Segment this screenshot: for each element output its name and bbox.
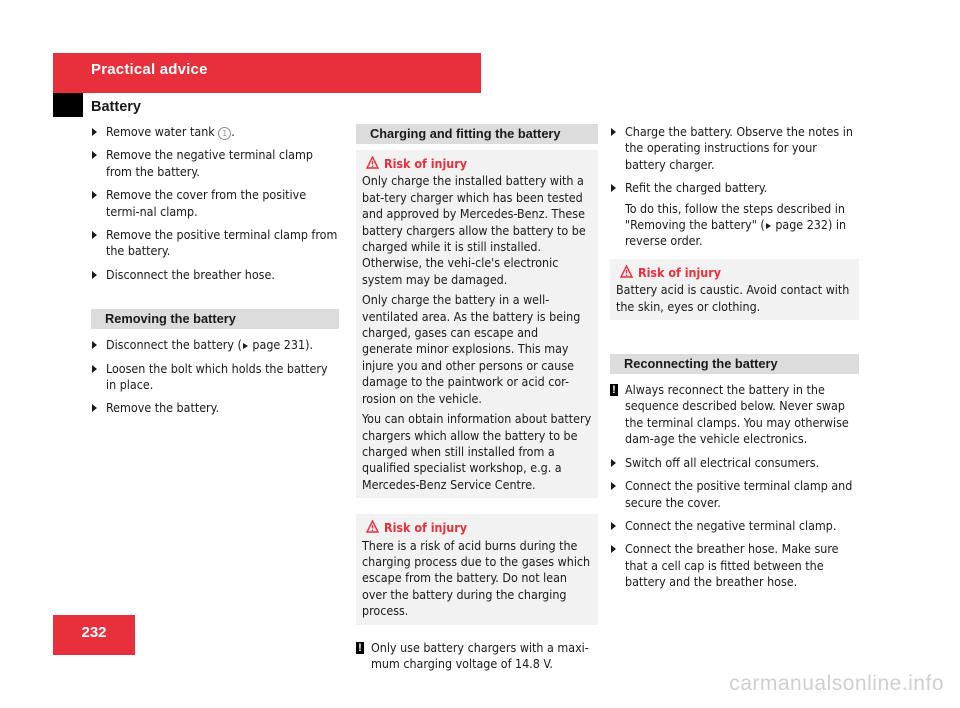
triangle-arrow-icon — [92, 271, 97, 279]
column-left — [91, 124, 339, 424]
exclamation-icon: ! — [356, 642, 364, 654]
triangle-arrow-icon — [92, 231, 97, 239]
step-item: Loosen the bolt which holds the battery in place. — [91, 361, 339, 394]
callout-number-icon: 1 — [218, 127, 231, 140]
step-item: Connect the positive terminal clamp and secure the cover. — [610, 478, 859, 511]
step-item: Connect the breather hose. Make sure that a cell cap is fitted between the battery and the breather hose. — [610, 541, 859, 590]
triangle-arrow-icon — [92, 341, 97, 349]
triangle-arrow-icon — [92, 151, 97, 159]
warning-text: You can obtain information about battery chargers which allow the battery to be charged when still installed from a qualified specialist workshop, e.g. a Mercedes-Benz Service Centre. — [362, 411, 592, 492]
step-item: Connect the negative terminal clamp. — [610, 518, 859, 534]
page-number-box — [53, 615, 135, 655]
triangle-arrow-icon — [92, 128, 97, 136]
triangle-arrow-icon — [92, 404, 97, 412]
triangle-arrow-icon — [611, 545, 616, 553]
step-item: Remove the negative terminal clamp from the battery. — [91, 147, 339, 180]
warning-triangle-icon — [366, 520, 379, 533]
warning-title: Risk of injury — [362, 520, 592, 536]
page-reference-link[interactable]: page 231 — [252, 337, 306, 353]
warning-box — [356, 514, 598, 624]
warning-text: Only charge the battery in a well-ventilated area. As the battery is being charged, gases can escape and generate minor explosions. This may injure you and other persons or cause damage to the paintwork or acid cor-rosion on the vehicle. — [362, 292, 581, 406]
heading-reconnecting-battery: Reconnecting the battery — [610, 354, 859, 374]
warning-box — [356, 150, 598, 498]
triangle-arrow-icon — [611, 482, 616, 490]
caution-note: ! Only use battery chargers with a maxi-mum charging voltage of 14.8 V. — [356, 640, 598, 673]
warning-text: There is a risk of acid burns during the charging process due to the gases which escape from the battery. Do not lean over the battery during the charging process. — [362, 537, 591, 619]
caution-note: ! Always reconnect the battery in the sequence described below. Never swap the terminal clamps. You may otherwise dam-age the vehicle electronics. — [610, 382, 859, 448]
step-item: Disconnect the breather hose. — [91, 267, 339, 283]
triangle-arrow-icon — [611, 128, 616, 136]
triangle-arrow-icon — [611, 522, 616, 530]
column-right — [610, 124, 859, 598]
section-tab-marker — [53, 93, 83, 117]
warning-title: Risk of injury — [362, 156, 592, 172]
step-item: Refit the charged battery. To do this, follow the steps described in "Removing the battery" ( page 232) in reverse order. — [610, 180, 859, 250]
page-reference-icon — [766, 223, 771, 229]
warning-box — [610, 259, 859, 320]
triangle-arrow-icon — [92, 365, 97, 373]
triangle-arrow-icon — [92, 191, 97, 199]
step-item: Charge the battery. Observe the notes in the operating instructions for your battery charger. — [610, 124, 859, 173]
page-reference-link[interactable]: page 232 — [775, 217, 828, 233]
section-title: Battery — [91, 99, 141, 115]
step-item: Remove the cover from the positive termi-nal clamp. — [91, 187, 339, 220]
triangle-arrow-icon — [611, 184, 616, 192]
step-item: Remove the positive terminal clamp from the battery. — [91, 227, 339, 260]
warning-triangle-icon — [620, 265, 633, 278]
step-item: Switch off all electrical consumers. — [610, 455, 859, 471]
step-item: Remove water tank 1 . — [91, 124, 339, 140]
warning-text: Only charge the installed battery with a bat-tery charger which has been tested and approved by Mercedes-Benz. These battery chargers allow the battery to be charged while it is still installed. Otherwise, the vehi-cle's electronic system may be damaged. — [362, 173, 586, 287]
watermark: carmanualsonline.info — [729, 672, 944, 695]
column-middle — [356, 124, 598, 672]
warning-triangle-icon — [366, 156, 379, 169]
heading-removing-battery: Removing the battery — [91, 309, 339, 329]
exclamation-icon: ! — [610, 384, 618, 396]
triangle-arrow-icon — [611, 459, 616, 467]
page-number: 232 — [81, 624, 107, 641]
step-item: Remove the battery. — [91, 400, 339, 416]
step-detail: To do this, follow the steps described in "Removing the battery" ( page 232) in reverse order. — [625, 200, 847, 249]
heading-charging-battery: Charging and fitting the battery — [356, 124, 598, 144]
warning-title: Risk of injury — [616, 265, 853, 281]
step-item: Disconnect the battery ( page 231). — [91, 337, 339, 353]
chapter-title: Practical advice — [91, 61, 208, 78]
warning-text: Battery acid is caustic. Avoid contact with the skin, eyes or clothing. — [616, 282, 850, 314]
page-reference-icon — [243, 343, 248, 349]
